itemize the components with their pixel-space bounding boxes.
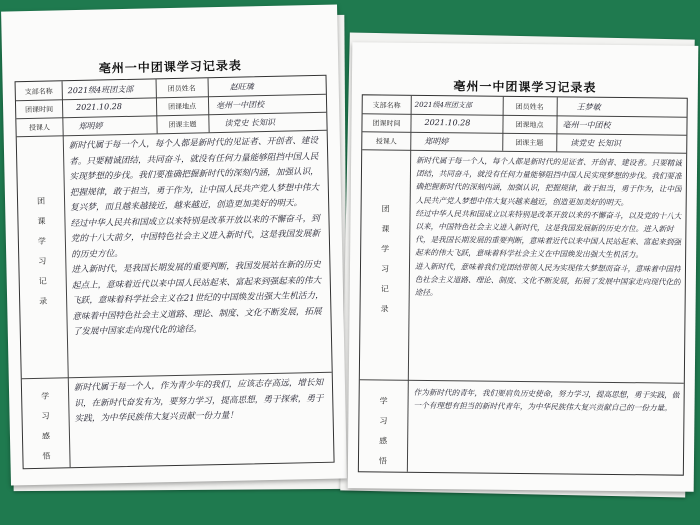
record-sheet-right	[348, 42, 699, 492]
topic-value: 读党史 长知识	[224, 117, 276, 128]
study-feeling-content: 新时代属于每一个人，作为青少年的我们，应该志存高远，增长知识，在新时代奋发有为，要努力学习，提高思想，勇于探索，勇于实践，为中华民族伟大复兴贡献一份力量！	[73, 377, 324, 425]
sheet-title: 亳州一中团课学习记录表	[98, 58, 242, 76]
branch-label: 支部名称	[24, 87, 53, 97]
date-value: 2021.10.28	[76, 102, 122, 113]
topic-value: 读党史 长知识	[570, 138, 621, 149]
topic-label: 团课主题	[168, 120, 197, 130]
date-label: 团课时间	[372, 119, 401, 128]
content-vertical-label: 团课学习记录	[36, 196, 48, 306]
record-table	[15, 75, 335, 469]
content-vertical-label: 团课学习记录	[380, 204, 390, 314]
lecturer-label: 授课人	[375, 137, 397, 146]
branch-value: 2021级4班团支部	[414, 100, 473, 110]
member-label: 团员姓名	[515, 102, 544, 112]
member-value: 王梦敏	[576, 102, 601, 112]
lecturer-label: 授课人	[28, 123, 51, 133]
venue-label: 团课地点	[515, 120, 544, 130]
feeling-vertical-label: 学习感悟	[41, 391, 51, 461]
member-value: 赵旺璘	[229, 82, 254, 92]
branch-label: 支部名称	[372, 101, 401, 110]
feeling-vertical-label: 学习感悟	[378, 396, 388, 466]
date-value: 2021.10.28	[424, 117, 471, 128]
sheet-title: 亳州一中团课学习记录表	[453, 79, 597, 95]
member-label: 团员姓名	[167, 84, 196, 94]
lecturer-value: 郑明婷	[424, 136, 449, 147]
record-sheet-left	[1, 5, 347, 486]
venue-value: 亳州一中团校	[562, 120, 611, 130]
venue-value: 亳州一中团校	[215, 100, 265, 111]
venue-label: 团课地点	[168, 102, 197, 112]
study-record-content: 新时代属于每一个人，每个人都是新时代的见证者、开创者、建设者。只要精诚团结，共同奋斗，就没有任何力量能够阻挡中国人民实现梦想的步伐。我们要准确把握新时代的深刻内涵，加强认识，把握规律，敢于担当，勇于作为，让中国人民共产党人梦想中伟大复兴梦，而且越来越接近，越来越近，创造更加美好的明天。 经过中华人民共和国成立以来特别是改革开放以来的不懈奋斗，到党的十八大前夕，中国特色社会主义进入新时代，这是我国发展新的历史方位。 进入新时代，是我国长期发展的重要判断，我国发展站在新的历史起点上，意味着近代以来中国人民站起来、富起来到强起来的伟大飞跃，意味着科学社会主义在21世纪的中国焕发出强大生机活力，意味着中国特色社会主义道路、理论、制度、文化不断发展，拓展了发展中国家走向现代化的途径。	[68, 135, 324, 338]
study-feeling-content: 作为新时代的青年，我们要肩负历史使命，努力学习，提高思想，勇于实践，做一个有理想有担当的新时代青年，为中华民族伟大复兴贡献自己的一份力量。	[413, 387, 680, 413]
date-label: 团课时间	[25, 105, 54, 115]
branch-value: 2021级4班团支部	[67, 84, 134, 96]
topic-label: 团课主题	[515, 138, 544, 148]
record-table	[358, 94, 688, 475]
lecturer-value: 郑明婷	[78, 121, 103, 131]
study-record-content: 新时代属于每一个人，每个人都是新时代的见证者、开创者、建设者。只要精诚团结，共同奋斗，就没有任何力量能够阻挡中国人民实现梦想的步伐。我们要准确把握新时代的深刻内涵，加强认识，把握规律，敢于担当，勇于作为，让中国人民共产党人梦想中伟大复兴越来越近，创造更加美好的明天。 经过中华人民共和国成立以来特别是改革开放以来的不懈奋斗，以及党的十八大以来，中国特色社会主义进入新时代，这是我国发展新的历史方位。进入新时代，是我国长期发展的重要判断，意味着近代以来中国人民站起来、富起来到强起来的伟大飞跃，意味着科学社会主义在中国焕发出强大生机活力。 进入新时代，意味着我们党团结带领人民为实现伟大梦想而奋斗，意味着中国特色社会主义道路、理论、制度、文化不断发展，拓展了发展中国家走向现代化的途径。	[414, 155, 682, 298]
